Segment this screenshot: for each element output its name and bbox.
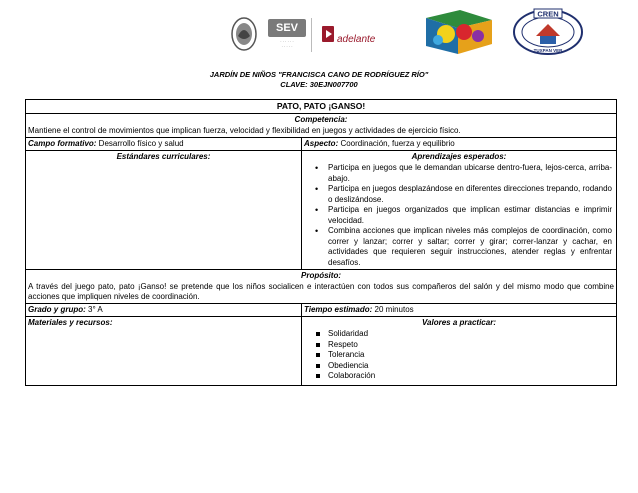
aprendizajes-cell: [302, 151, 616, 269]
aprendizaje-item: • Participa en juegos que le demandan ubicarse dentro-fuera, lejos-cerca, arriba-abajo.: [328, 163, 614, 184]
toys-logo: [420, 8, 498, 56]
school-clave: CLAVE: 30EJN007700: [280, 80, 358, 89]
estandares-label: Estándares curriculares:: [26, 151, 302, 269]
cren-logo-text: CREN: [537, 9, 559, 19]
materiales-label: Materiales y recursos:: [28, 318, 113, 327]
aprendizaje-item: • Combina acciones que implican niveles más complejos de coordinación, como correr y lanzar; correr y saltar; correr y girar; correr-lanzar y cachar, en actividades que requieren seguir instrucciones, atender reglas y enfrentar desafíos.: [328, 226, 614, 268]
campo-cell: [26, 138, 302, 150]
competencia-row: [26, 113, 616, 137]
adelante-logo: [320, 18, 382, 52]
logo-divider: [311, 18, 312, 52]
campo-aspecto-row: [26, 137, 616, 150]
valor-item: Respeto: [328, 340, 614, 351]
valor-item: Solidaridad: [328, 329, 614, 340]
proposito-label: Propósito:: [301, 271, 341, 280]
valores-label: Valores a practicar:: [422, 318, 496, 327]
aprendizaje-item: • Participa en juegos desplazándose en diferentes direcciones trepando, rodando o deslizándose.: [328, 184, 614, 205]
materiales-cell: [26, 317, 302, 385]
campo-value: Desarrollo físico y salud: [96, 139, 184, 148]
planning-table: [25, 99, 617, 386]
tiempo-label: Tiempo estimado:: [304, 305, 373, 314]
tiempo-value: 20 minutos: [372, 305, 414, 314]
title-row: [26, 100, 616, 113]
adelante-logo-text: adelante: [337, 34, 376, 45]
aprendizajes-label: Aprendizajes esperados:: [411, 152, 507, 161]
valor-item: Colaboración: [328, 371, 614, 382]
valores-list: [304, 329, 614, 382]
aprendizajes-list: [304, 163, 614, 268]
campo-label: Campo formativo:: [28, 139, 97, 148]
cren-logo-subtext: TUXPAN VER: [533, 48, 563, 53]
cren-logo: [510, 6, 586, 58]
grado-tiempo-row: [26, 303, 616, 316]
mexico-seal-logo: [230, 16, 258, 52]
valor-item: Tolerancia: [328, 350, 614, 361]
proposito-row: [26, 269, 616, 303]
school-name: JARDÍN DE NIÑOS "FRANCISCA CANO DE RODRÍGUEZ RÍO": [209, 70, 429, 79]
aspecto-label: Aspecto:: [304, 139, 339, 148]
sev-logo-text: SEV: [268, 19, 306, 37]
valores-cell: [302, 317, 616, 385]
aprendizaje-item: • Participa en juegos organizados que implican estimar distancias e imprimir velocidad.: [328, 205, 614, 226]
grado-label: Grado y grupo:: [28, 305, 86, 314]
grado-value: 3° A: [85, 305, 103, 314]
sev-logo-subtext: · · · · · · · · · · ·: [280, 39, 294, 49]
aspecto-value: Coordinación, fuerza y equilibrio: [338, 139, 455, 148]
activity-title: PATO, PATO ¡GANSO!: [276, 101, 366, 111]
proposito-text: A través del juego pato, pato ¡Ganso! se pretende que los niños socialicen e interactúen con todos sus compañeros del salón y del mismo modo que combine acciones que impliquen niveles de coordinación.: [28, 282, 614, 301]
valor-item: Obediencia: [328, 361, 614, 372]
materiales-valores-row: [26, 316, 616, 385]
competencia-label: Competencia:: [294, 115, 348, 124]
grado-cell: [26, 304, 302, 316]
aspecto-cell: [302, 138, 616, 150]
competencia-text: Mantiene el control de movimientos que implican fuerza, velocidad y flexibilidad en juegos y actividades de ejercicio físico.: [28, 126, 461, 135]
estandares-aprendizajes-row: [26, 150, 616, 269]
sev-logo: [268, 17, 306, 53]
tiempo-cell: [302, 304, 616, 316]
